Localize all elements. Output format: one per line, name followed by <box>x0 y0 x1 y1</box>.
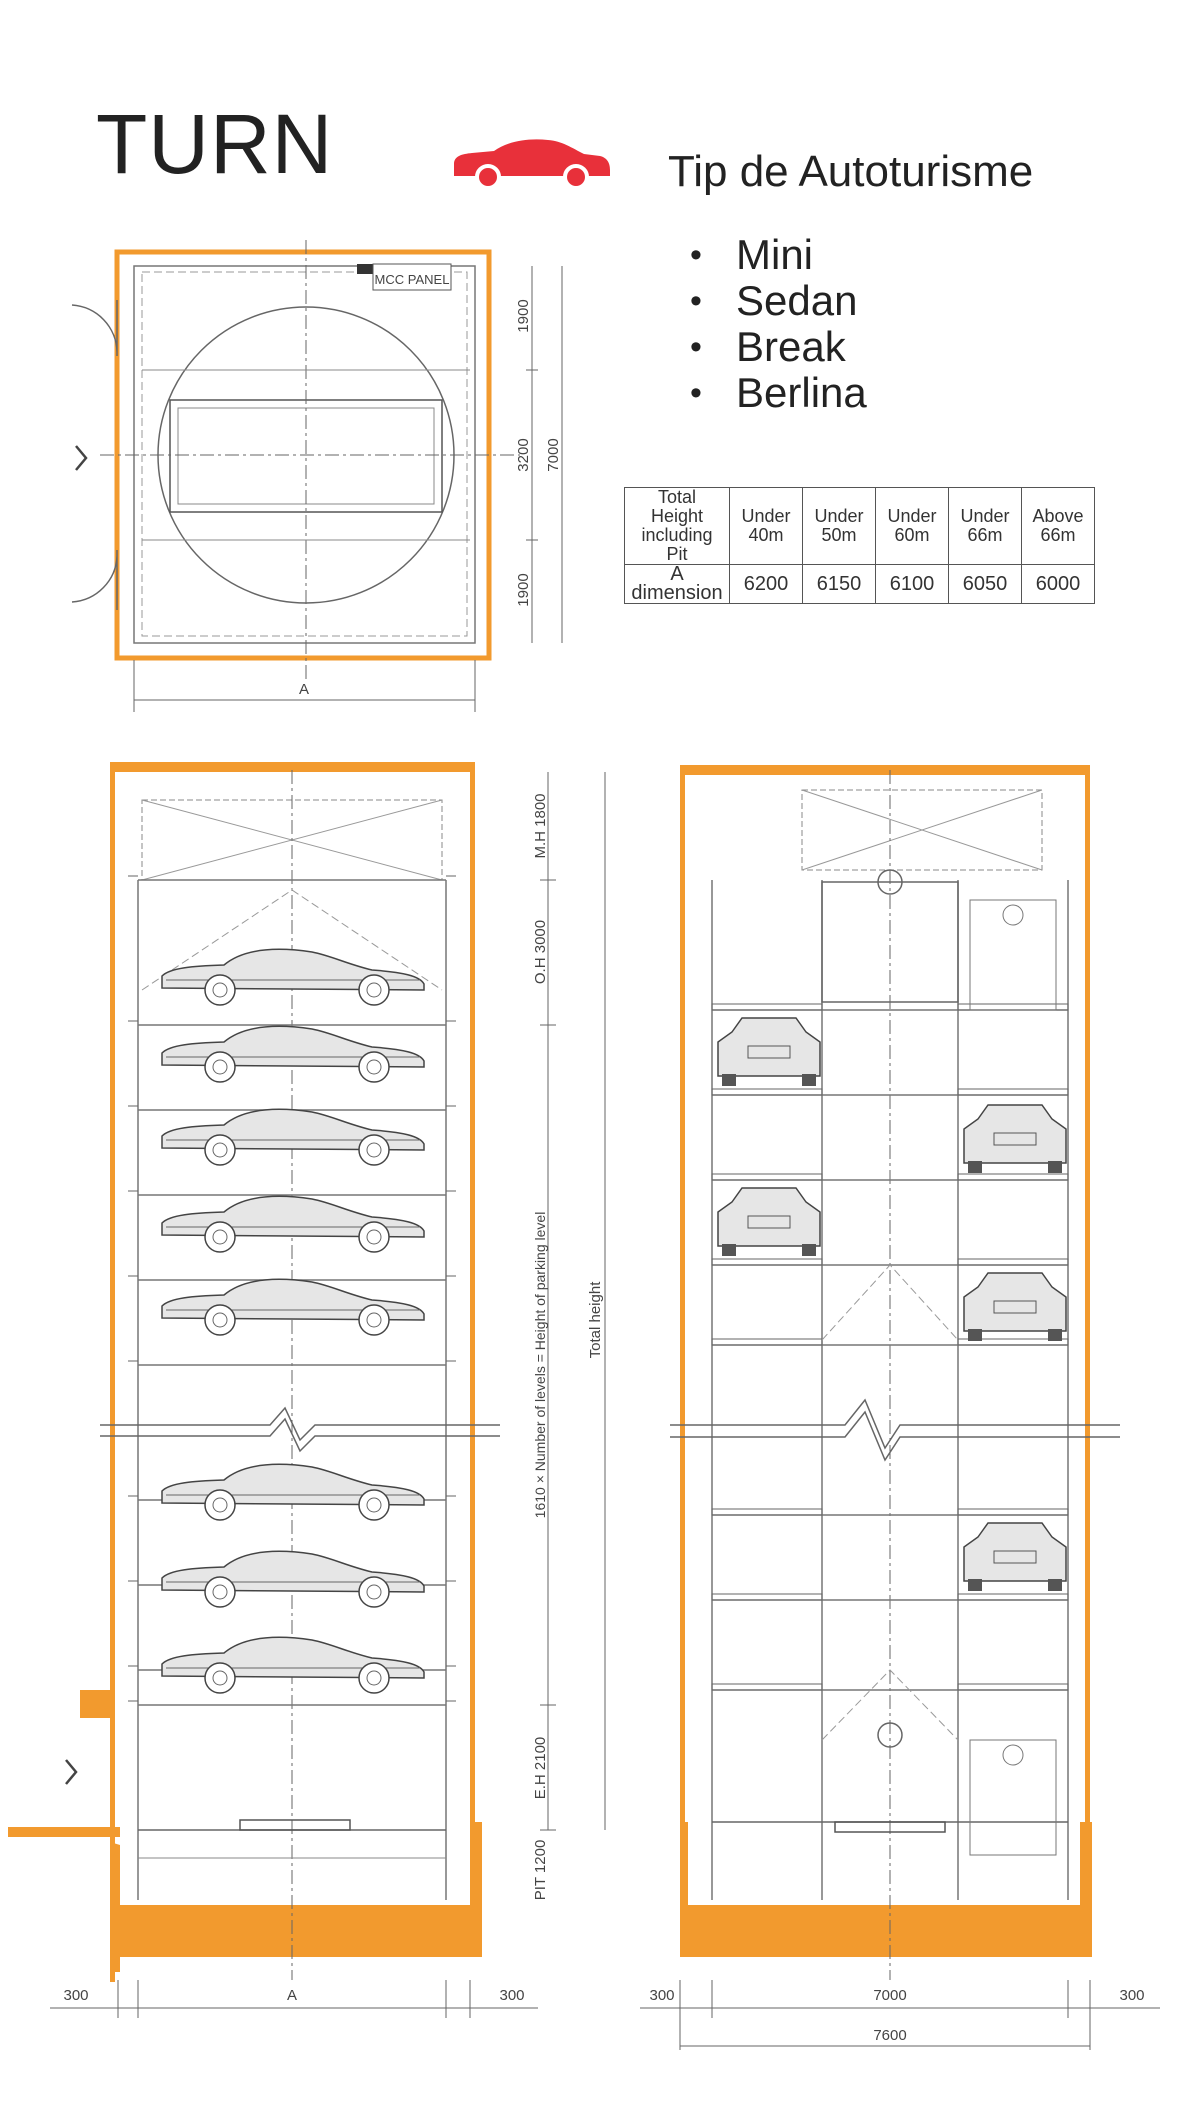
car-types-heading: Tip de Autoturisme <box>668 147 1034 196</box>
front-elevation-drawing <box>640 740 1170 2070</box>
brand-title: TURN <box>96 97 334 191</box>
car-type-item: • Sedan <box>690 278 867 324</box>
mcc-panel-label: MCC PANEL <box>374 272 450 287</box>
header-line: 60m <box>894 525 930 545</box>
header-line: Total Height <box>650 487 704 526</box>
sedan-side-icon <box>162 1637 424 1693</box>
sedan-side-icon <box>162 1464 424 1520</box>
sedan-front-icon <box>964 1523 1066 1591</box>
mh-label: M.H 1800 <box>532 793 549 859</box>
header-line: 66m <box>967 525 1003 545</box>
table-cell: 6150 <box>803 565 876 604</box>
car-type-item: • Mini <box>690 232 867 278</box>
sedan-front-icon <box>964 1105 1066 1173</box>
dim-total-label: 7000 <box>545 438 562 472</box>
table-cell: 6050 <box>949 565 1022 604</box>
side-elevation-drawing <box>0 740 620 2080</box>
dim-middle-label: 3200 <box>515 438 532 472</box>
front-dim-right: 300 <box>1119 1987 1145 2004</box>
dim-top-label: 1900 <box>515 299 532 333</box>
side-foundation <box>110 1905 480 1957</box>
front-foundation <box>680 1905 1090 1957</box>
front-dim-middle: 7000 <box>873 1987 907 2004</box>
header-line: Under <box>960 506 1010 526</box>
entry-arrow-icon <box>76 446 86 470</box>
car-type-item: • Break <box>690 324 867 370</box>
header-line: 40m <box>748 525 784 545</box>
plan-view-drawing <box>0 0 1200 720</box>
entry-arrow-icon <box>66 1760 76 1784</box>
sedan-side-icon <box>162 1196 424 1252</box>
total-height-label: Total height <box>587 1281 604 1359</box>
eh-label: E.H 2100 <box>532 1736 549 1800</box>
car-type-item: • Berlina <box>690 370 867 416</box>
side-dim-middle: A <box>286 1987 298 2004</box>
levels-formula-label: 1610 × Number of levels = Height of parking level <box>532 1211 548 1519</box>
table-cell: 6200 <box>730 565 803 604</box>
header-line: Under <box>887 506 937 526</box>
header-line: 66m <box>1040 525 1076 545</box>
sedan-side-icon <box>162 949 424 1005</box>
side-dim-right: 300 <box>499 1987 525 2004</box>
side-dim-left: 300 <box>63 1987 89 2004</box>
sedan-side-icon <box>162 1026 424 1082</box>
row-label: A dimension <box>625 565 730 604</box>
pit-label: PIT 1200 <box>532 1839 549 1901</box>
front-dim-overall: 7600 <box>873 2027 907 2044</box>
header-line: Above <box>1032 506 1084 526</box>
dim-bottom-label: 1900 <box>515 573 532 607</box>
front-dim-left: 300 <box>649 1987 675 2004</box>
header-line: 50m <box>821 525 857 545</box>
header-line: including Pit <box>641 525 713 564</box>
dim-width-label: A <box>298 681 310 698</box>
sedan-front-icon <box>718 1018 820 1086</box>
sedan-front-icon <box>718 1188 820 1256</box>
sedan-side-icon <box>162 1279 424 1335</box>
sedan-side-icon <box>162 1551 424 1607</box>
oh-label: O.H 3000 <box>532 919 549 985</box>
table-cell: 6000 <box>1022 565 1095 604</box>
table-cell: 6100 <box>876 565 949 604</box>
header-line: Under <box>741 506 791 526</box>
sedan-side-icon <box>162 1109 424 1165</box>
sedan-front-icon <box>964 1273 1066 1341</box>
header-line: Under <box>814 506 864 526</box>
